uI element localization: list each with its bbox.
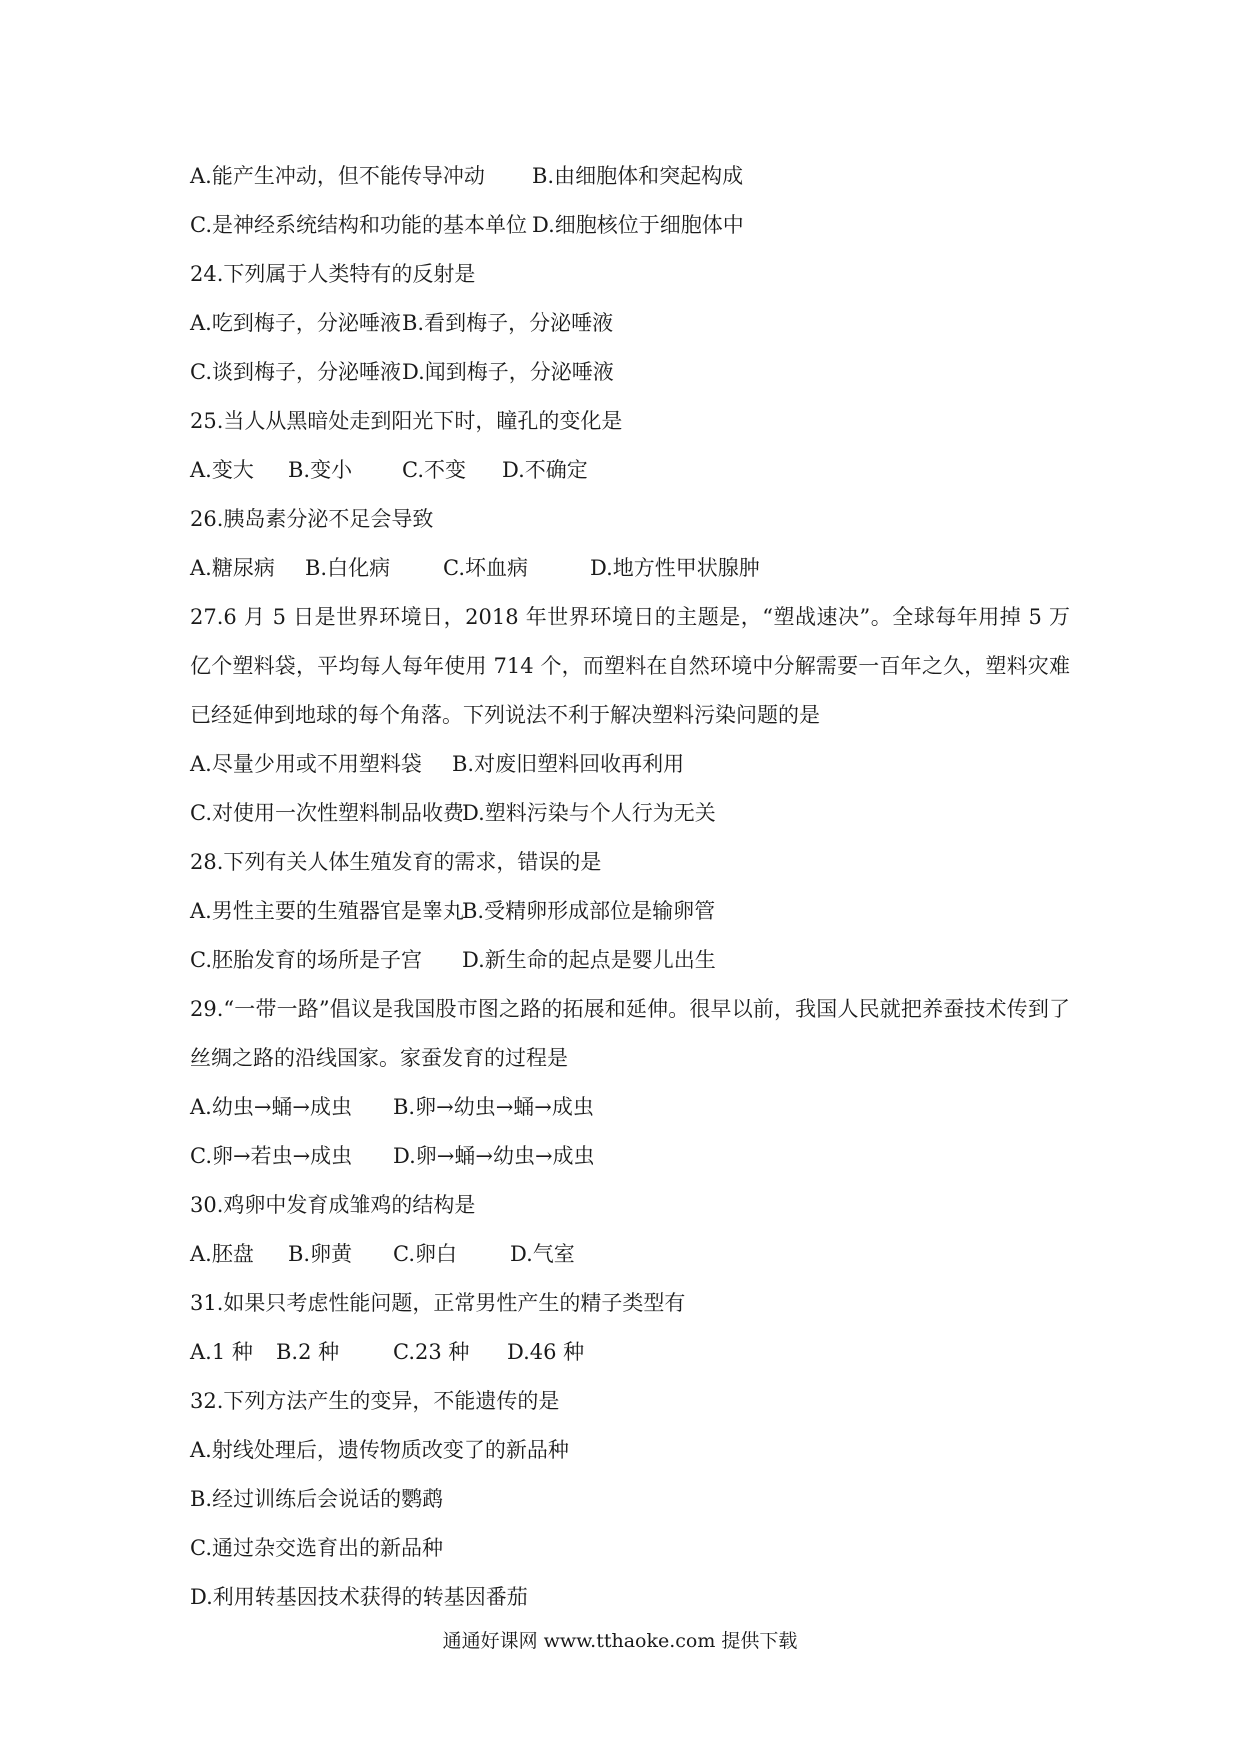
answer-option: C.坏血病 <box>443 556 528 580</box>
answer-option: D.气室 <box>510 1242 575 1266</box>
option-row <box>190 1524 1070 1573</box>
answer-option: D.地方性甲状腺肿 <box>590 556 760 580</box>
answer-option: A.幼虫→蛹→成虫 <box>190 1095 353 1119</box>
answer-option: D.闻到梅子，分泌唾液 <box>402 360 614 384</box>
question-stem: 29.“一带一路”倡议是我国股市图之路的拓展和延伸。很早以前，我国人民就把养蚕技术传到了丝绸之路的沿线国家。家蚕发育的过程是 <box>190 997 1070 1070</box>
answer-option: A.射线处理后，遗传物质改变了的新品种 <box>190 1438 569 1462</box>
answer-option: B.变小 <box>288 458 353 482</box>
page-footer: 通通好课网 www.tthaoke.com 提供下载 <box>442 1630 798 1652</box>
answer-option: C.胚胎发育的场所是子宫 <box>190 948 422 972</box>
option-row <box>190 740 1070 789</box>
answer-option: D.不确定 <box>502 458 588 482</box>
question-stem: 31.如果只考虑性能问题，正常男性产生的精子类型有 <box>190 1291 686 1315</box>
option-row <box>190 1230 1070 1279</box>
question-stem: 27.6 月 5 日是世界环境日，2018 年世界环境日的主题是，“塑战速决”。全球每年用掉 5 万亿个塑料袋，平均每人每年使用 714 个，而塑料在自然环境中分解需要一百年之久，塑料灾难已经延伸到地球的每个角落。下列说法不利于解决塑料污染问题的是 <box>190 605 1070 727</box>
answer-option: B.对废旧塑料回收再利用 <box>452 752 685 776</box>
answer-option: A.胚盘 <box>190 1242 254 1266</box>
question-stem: 32.下列方法产生的变异，不能遗传的是 <box>190 1389 560 1413</box>
answer-option: C.卵白 <box>393 1242 457 1266</box>
answer-option: A.糖尿病 <box>190 556 275 580</box>
answer-option: D.卵→蛹→幼虫→成虫 <box>393 1144 595 1168</box>
question-stem: 28.下列有关人体生殖发育的需求，错误的是 <box>190 850 602 874</box>
answer-option: B.看到梅子，分泌唾液 <box>402 311 614 335</box>
option-row <box>190 152 1070 201</box>
answer-option: B.2 种 <box>276 1340 340 1364</box>
answer-option: B.由细胞体和突起构成 <box>532 164 744 188</box>
option-row <box>190 1132 1070 1181</box>
answer-option: A.吃到梅子，分泌唾液 <box>190 311 401 335</box>
option-row <box>190 299 1070 348</box>
question-stem: 24.下列属于人类特有的反射是 <box>190 262 476 286</box>
answer-option: C.卵→若虫→成虫 <box>190 1144 353 1168</box>
option-row <box>190 446 1070 495</box>
answer-option: B.卵→幼虫→蛹→成虫 <box>393 1095 594 1119</box>
option-row <box>190 348 1070 397</box>
option-row <box>190 1475 1070 1524</box>
answer-option: D.塑料污染与个人行为无关 <box>462 801 716 825</box>
answer-option: D.细胞核位于细胞体中 <box>532 213 744 237</box>
answer-option: B.经过训练后会说话的鹦鹉 <box>190 1487 444 1511</box>
option-row <box>190 1328 1070 1377</box>
option-row <box>190 1083 1070 1132</box>
question-list <box>190 152 1070 1622</box>
option-row <box>190 789 1070 838</box>
answer-option: C.不变 <box>402 458 466 482</box>
answer-option: A.能产生冲动，但不能传导冲动 <box>190 164 485 188</box>
question-stem: 30.鸡卵中发育成雏鸡的结构是 <box>190 1193 476 1217</box>
question-stem: 26.胰岛素分泌不足会导致 <box>190 507 434 531</box>
answer-option: A.变大 <box>190 458 254 482</box>
option-row <box>190 544 1070 593</box>
answer-option: D.46 种 <box>507 1340 585 1364</box>
answer-option: C.对使用一次性塑料制品收费 <box>190 801 464 825</box>
answer-option: B.卵黄 <box>288 1242 353 1266</box>
answer-option: B.受精卵形成部位是输卵管 <box>462 899 716 923</box>
answer-option: C.23 种 <box>393 1340 470 1364</box>
option-row <box>190 936 1070 985</box>
answer-option: C.是神经系统结构和功能的基本单位 <box>190 213 527 237</box>
option-row <box>190 1426 1070 1475</box>
answer-option: A.尽量少用或不用塑料袋 <box>190 752 422 776</box>
answer-option: C.通过杂交选育出的新品种 <box>190 1536 443 1560</box>
answer-option: A.男性主要的生殖器官是睾丸 <box>190 899 464 923</box>
answer-option: D.利用转基因技术获得的转基因番茄 <box>190 1585 528 1609</box>
answer-option: D.新生命的起点是婴儿出生 <box>462 948 716 972</box>
answer-option: A.1 种 <box>190 1340 253 1364</box>
option-row <box>190 887 1070 936</box>
option-row <box>190 1573 1070 1622</box>
answer-option: C.谈到梅子，分泌唾液 <box>190 360 401 384</box>
option-row <box>190 201 1070 250</box>
question-stem: 25.当人从黑暗处走到阳光下时，瞳孔的变化是 <box>190 409 623 433</box>
answer-option: B.白化病 <box>305 556 391 580</box>
